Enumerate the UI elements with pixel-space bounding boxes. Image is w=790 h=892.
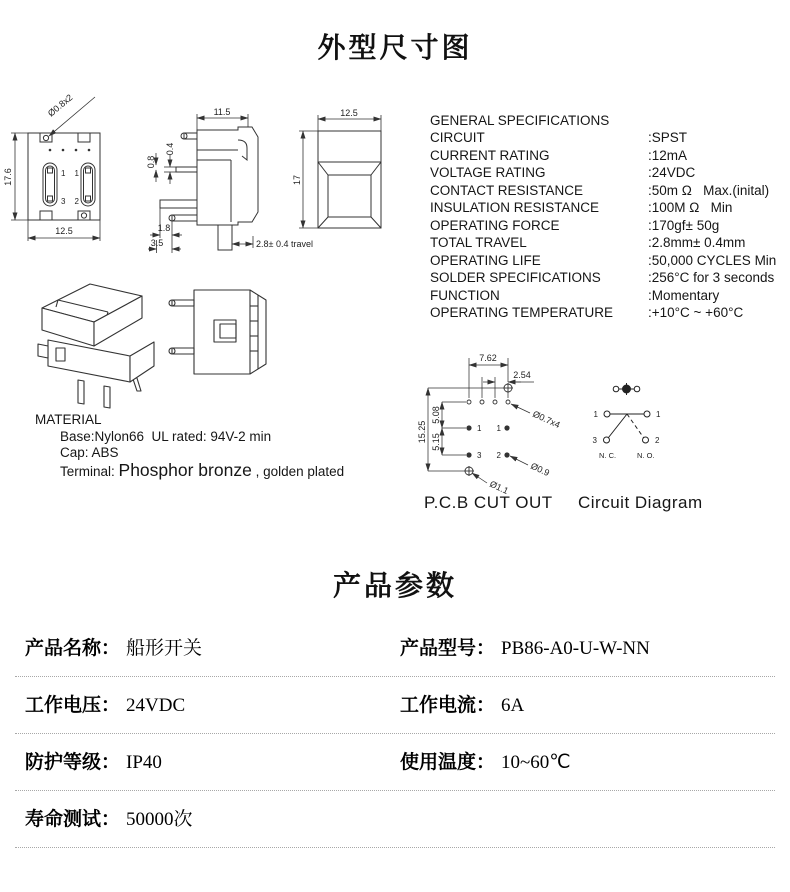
circuit-terminal-2: 2 xyxy=(655,436,660,445)
circuit-no-label: N. O. xyxy=(637,451,655,460)
spec-value: :100M Ω Min xyxy=(648,200,733,216)
spec-label: TOTAL TRAVEL xyxy=(430,235,527,251)
front-view-body xyxy=(318,131,381,228)
material-terminal-prefix: Terminal: xyxy=(60,463,119,479)
dim-2-54: 2.54 xyxy=(513,370,531,380)
spec-row-voltage-rating xyxy=(430,164,786,181)
parameters-table xyxy=(15,620,775,848)
spec-value: :12mA xyxy=(648,147,688,163)
table-row xyxy=(15,677,775,734)
pcb-pin-1-left: 1 xyxy=(477,424,482,433)
general-specifications xyxy=(430,112,786,321)
iso-view-body xyxy=(38,284,154,408)
section-title-outline-dimensions: 外型尺寸图 xyxy=(317,32,473,63)
dim-0-9: Ø0.9 xyxy=(529,460,552,479)
table-row xyxy=(15,791,775,848)
param-value: 50000次 xyxy=(126,809,193,830)
dim-0-8: 0.8 xyxy=(146,155,156,169)
param-label: 使用温度： xyxy=(400,752,496,773)
param-label: 工作电流： xyxy=(400,695,496,716)
spec-value: :50m Ω Max.(inital) xyxy=(648,182,770,198)
dim-3-5: 3.5 xyxy=(150,238,164,248)
circuit-top-symbol xyxy=(613,383,640,395)
dim-0-4: 0.4 xyxy=(165,142,175,156)
spec-value: :2.8mm± 0.4mm xyxy=(648,235,746,251)
spec-row-function xyxy=(430,287,786,304)
spec-value: :24VDC xyxy=(648,165,696,181)
bottom-view-dots xyxy=(49,149,91,152)
drawing-pcb-cutout xyxy=(417,344,605,497)
pcb-terminal-holes xyxy=(466,425,509,457)
spec-label: CIRCUIT xyxy=(430,130,485,146)
param-label: 产品型号： xyxy=(400,638,496,659)
side-view-2-body xyxy=(169,290,266,374)
param-value: 24VDC xyxy=(126,695,186,716)
spec-label: VOLTAGE RATING xyxy=(430,165,546,181)
material-terminal-suffix: , golden plated xyxy=(251,463,345,479)
param-label: 防护等级： xyxy=(25,752,121,773)
pcb-pin-3: 3 xyxy=(477,451,482,460)
pcb-pin-2: 2 xyxy=(496,451,501,460)
dim-15-25: 15.25 xyxy=(417,420,427,444)
spec-value: :SPST xyxy=(648,130,688,146)
dim-1-8: 1.8 xyxy=(157,223,171,233)
circuit-switch xyxy=(604,411,651,443)
circuit-terminal-1-left: 1 xyxy=(593,410,598,419)
spec-row-total-travel xyxy=(430,234,786,251)
circuit-nc-label: N. C. xyxy=(599,451,617,460)
material-cap: Cap: ABS xyxy=(60,445,119,460)
param-value: 6A xyxy=(501,695,525,716)
spec-row-current-rating xyxy=(430,147,786,164)
material-block xyxy=(35,412,344,480)
param-value: PB86-A0-U-W-NN xyxy=(501,638,650,659)
param-working-current xyxy=(400,690,775,717)
pin-1-left: 1 xyxy=(61,169,66,178)
spec-label: OPERATING FORCE xyxy=(430,217,560,233)
spec-label: CURRENT RATING xyxy=(430,147,550,163)
drawing-front-view xyxy=(293,103,393,238)
spec-row-insulation-resistance xyxy=(430,199,786,216)
pcb-caption: P.C.B CUT OUT xyxy=(424,493,553,512)
material-base: Base:Nylon66 UL rated: 94V-2 min xyxy=(60,428,272,444)
section-title-product-parameters: 产品参数 xyxy=(332,570,457,601)
spec-label: OPERATING TEMPERATURE xyxy=(430,304,614,320)
param-working-voltage xyxy=(15,690,400,717)
dim-travel: 2.8± 0.4 travel xyxy=(256,239,313,249)
param-label: 寿命测试： xyxy=(25,809,121,830)
spec-row-circuit xyxy=(430,129,786,146)
param-life-test xyxy=(15,804,400,831)
drawing-bottom-view xyxy=(5,93,155,253)
spec-value: :Momentary xyxy=(648,287,720,303)
spec-label: FUNCTION xyxy=(430,287,500,303)
dim-7-62: 7.62 xyxy=(479,353,497,363)
circuit-terminal-3: 3 xyxy=(592,436,597,445)
material-heading: MATERIAL xyxy=(35,412,102,427)
dim-12-5-bottom: 12.5 xyxy=(55,226,73,236)
pin-1-right: 1 xyxy=(74,169,79,178)
table-row xyxy=(15,620,775,677)
spec-value: :50,000 CYCLES Min xyxy=(648,252,777,268)
pcb-pin-1-right: 1 xyxy=(496,424,501,433)
param-value: 船形开关 xyxy=(126,638,203,659)
table-row xyxy=(15,734,775,791)
bottom-view-dim-lines xyxy=(11,97,100,241)
param-product-name xyxy=(15,633,400,660)
spec-heading: GENERAL SPECIFICATIONS xyxy=(430,113,610,128)
spec-row-operating-force xyxy=(430,217,786,234)
material-terminal-value: Phosphor bronze xyxy=(118,459,252,480)
param-operating-temperature xyxy=(400,747,775,774)
dim-12-5-front: 12.5 xyxy=(340,108,358,118)
spec-label: SOLDER SPECIFICATIONS xyxy=(430,270,601,286)
spec-heading-row xyxy=(430,112,786,129)
spec-label: CONTACT RESISTANCE xyxy=(430,182,584,198)
drawing-circuit-diagram xyxy=(585,368,700,473)
material-terminal xyxy=(35,459,345,481)
spec-row-operating-temperature xyxy=(430,304,786,321)
pin-3-left: 3 xyxy=(61,197,66,206)
spec-value: :170gf± 50g xyxy=(648,217,720,233)
dim-11-5: 11.5 xyxy=(213,107,231,117)
param-product-model xyxy=(400,633,775,660)
dim-5-15: 5.15 xyxy=(431,433,441,451)
dim-17-6: 17.6 xyxy=(3,168,13,186)
dim-5-08: 5.08 xyxy=(431,406,441,424)
spec-value: :256°C for 3 seconds xyxy=(648,270,775,286)
param-label: 产品名称： xyxy=(25,638,121,659)
dim-17: 17 xyxy=(292,174,302,186)
spec-row-contact-resistance xyxy=(430,182,786,199)
circuit-terminal-1-right: 1 xyxy=(656,410,661,419)
spec-label: INSULATION RESISTANCE xyxy=(430,200,600,216)
dim-hole-callout: Ø0.8x2 xyxy=(45,92,75,119)
dim-0-7x4: Ø0.7x4 xyxy=(531,408,562,431)
param-protection-rating xyxy=(15,747,400,774)
dim-1-1: Ø1.1 xyxy=(488,478,511,497)
spec-label: OPERATING LIFE xyxy=(430,252,541,268)
spec-row-operating-life xyxy=(430,252,786,269)
drawing-side-view-2 xyxy=(162,276,272,391)
param-label: 工作电压： xyxy=(25,695,121,716)
param-value: 10~60℃ xyxy=(501,752,571,773)
circuit-caption: Circuit Diagram xyxy=(578,493,703,512)
param-value: IP40 xyxy=(126,752,162,773)
spec-value: :+10°C ~ +60°C xyxy=(648,304,744,320)
pin-2-right: 2 xyxy=(74,197,79,206)
front-view-dim-lines xyxy=(299,115,381,228)
spec-row-solder-specifications xyxy=(430,269,786,286)
drawing-3d-view xyxy=(12,260,187,415)
